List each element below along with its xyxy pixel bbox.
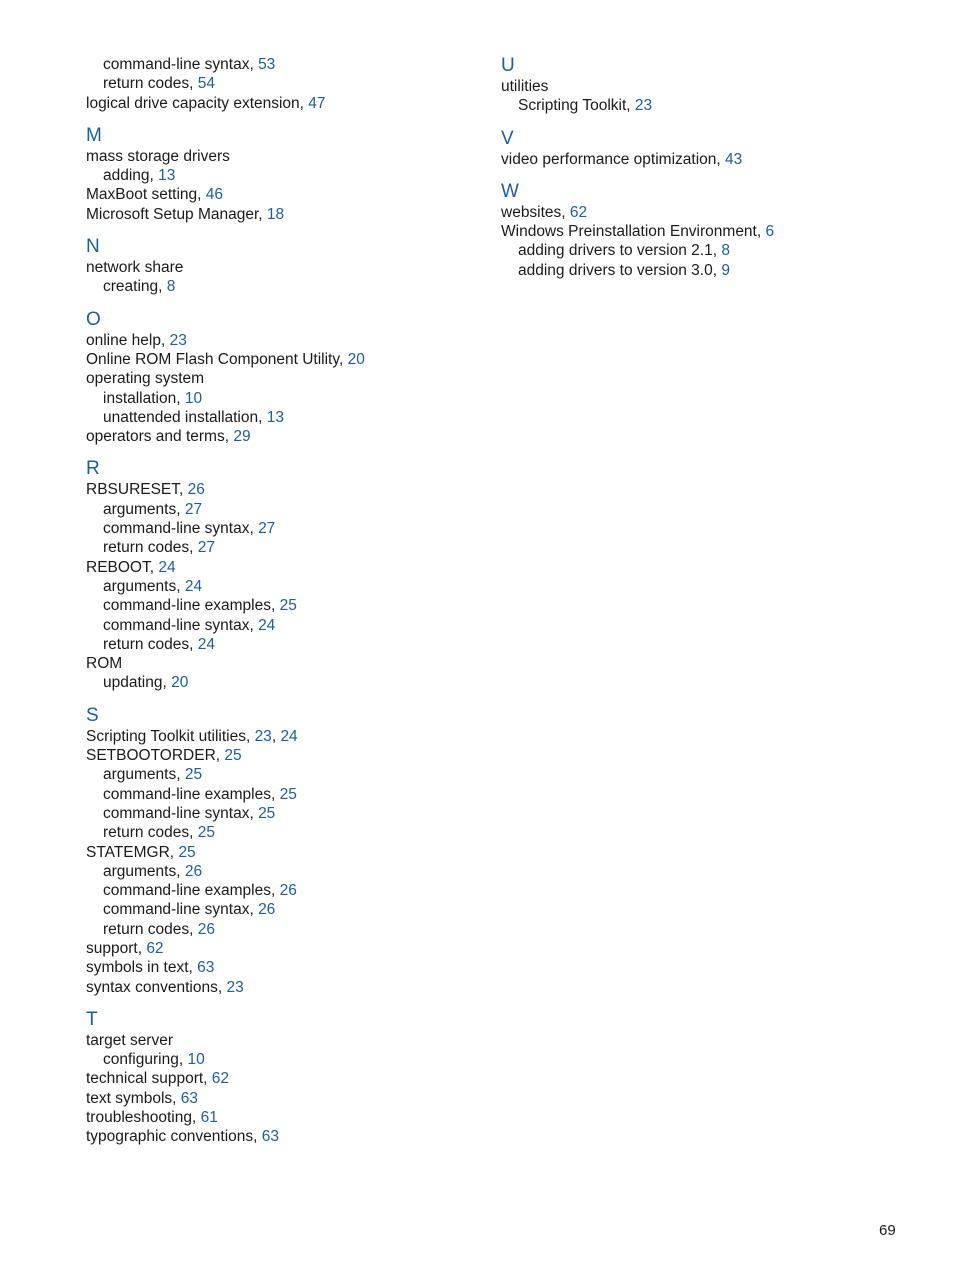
- page-link[interactable]: 63: [180, 1089, 198, 1107]
- index-subentry: [86, 408, 486, 427]
- page-link[interactable]: 62: [569, 203, 588, 221]
- page-link[interactable]: 8: [721, 242, 730, 260]
- index-term: operators and terms,: [86, 428, 234, 446]
- page-link[interactable]: 61: [200, 1109, 218, 1127]
- index-subentry: [86, 577, 486, 596]
- index-entry: [86, 1108, 486, 1127]
- index-entry: [86, 958, 486, 977]
- index-term: command-line examples,: [103, 597, 280, 615]
- index-term: return codes,: [103, 635, 198, 653]
- index-subentry: [86, 635, 486, 654]
- index-term: network share: [86, 259, 184, 277]
- index-subentry: [501, 241, 901, 260]
- index-term: return codes,: [103, 539, 198, 557]
- index-term: online help,: [86, 331, 170, 349]
- index-entry: [86, 427, 486, 446]
- index-term: return codes,: [103, 824, 198, 842]
- index-subentry: [86, 55, 486, 74]
- index-term: MaxBoot setting,: [86, 186, 206, 204]
- index-term: adding,: [103, 167, 159, 185]
- index-subentry: [86, 862, 486, 881]
- page-link[interactable]: 20: [171, 674, 189, 692]
- index-term: SETBOOTORDER,: [86, 747, 225, 765]
- index-term: command-line syntax,: [103, 56, 259, 73]
- page-link[interactable]: 20: [347, 350, 365, 368]
- page-link[interactable]: 26: [197, 920, 216, 938]
- index-section: [86, 458, 486, 692]
- page-link[interactable]: 10: [184, 389, 203, 407]
- index-term: creating,: [103, 278, 167, 296]
- page-link[interactable]: 43: [725, 150, 743, 168]
- page-link[interactable]: 63: [261, 1128, 280, 1146]
- index-subentry: [86, 920, 486, 939]
- index-entry: [86, 1127, 486, 1146]
- index-entry: [86, 1069, 486, 1088]
- page-link[interactable]: 25: [184, 766, 203, 784]
- page-link[interactable]: 25: [279, 785, 297, 803]
- index-term: Scripting Toolkit utilities,: [86, 727, 255, 745]
- index-entry: [501, 203, 901, 222]
- page-link[interactable]: 27: [184, 500, 203, 518]
- index-entry: [86, 480, 486, 499]
- index-term: operating system: [86, 370, 205, 388]
- index-letter-heading: N: [86, 236, 100, 258]
- page-link[interactable]: 25: [178, 843, 196, 861]
- index-subentry: [86, 74, 486, 93]
- index-subentry: [86, 673, 486, 692]
- index-term: logical drive capacity extension,: [86, 94, 309, 112]
- index-subentry: [86, 596, 486, 615]
- page-link[interactable]: 25: [279, 597, 297, 615]
- index-term: STATEMGR,: [86, 843, 179, 861]
- index-entry: [86, 978, 486, 997]
- page-link[interactable]: 23: [169, 331, 187, 349]
- page-link[interactable]: 6: [765, 223, 775, 241]
- page-link[interactable]: 23: [254, 727, 272, 745]
- page-link[interactable]: 18: [266, 205, 285, 223]
- index-entry: [86, 1089, 486, 1108]
- index-subentry: [86, 823, 486, 842]
- page-link[interactable]: 54: [197, 75, 216, 93]
- index-term: arguments,: [103, 500, 185, 518]
- index-term: support,: [86, 939, 147, 957]
- index-term: utilities: [501, 78, 549, 95]
- page-number: 69: [879, 1222, 896, 1239]
- page-link[interactable]: 24: [197, 635, 216, 653]
- index-term: mass storage drivers: [86, 147, 230, 165]
- index-section: [501, 181, 901, 280]
- index-term: configuring,: [103, 1051, 188, 1069]
- index-letter-heading: O: [86, 308, 101, 330]
- page-link[interactable]: 26: [279, 882, 297, 900]
- page-link[interactable]: 46: [205, 186, 224, 204]
- index-term: command-line syntax,: [103, 901, 259, 919]
- index-term: Microsoft Setup Manager,: [86, 205, 267, 223]
- index-entry: [86, 746, 486, 765]
- index-term: command-line syntax,: [103, 804, 259, 822]
- page-link[interactable]: 10: [187, 1051, 205, 1069]
- index-entry: [86, 350, 486, 369]
- index-term: Scripting Toolkit,: [518, 97, 635, 115]
- index-term: return codes,: [103, 920, 198, 938]
- index-term: installation,: [103, 389, 185, 407]
- index-section: [86, 309, 486, 447]
- index-term: target server: [86, 1031, 174, 1049]
- index-letter-heading: R: [86, 458, 100, 480]
- index-subentry: [501, 261, 901, 280]
- index-letter-heading: V: [501, 127, 514, 149]
- index-subentry: [86, 616, 486, 635]
- index-term: adding drivers to version 3.0,: [518, 261, 722, 279]
- index-term: arguments,: [103, 577, 185, 595]
- index-column-right: [501, 55, 901, 292]
- index-letter-heading: M: [86, 124, 102, 146]
- index-term: syntax conventions,: [86, 978, 227, 996]
- page-separator: ,: [271, 727, 281, 745]
- index-subentry: [501, 96, 901, 115]
- index-term: text symbols,: [86, 1089, 181, 1107]
- index-letter-heading: W: [501, 180, 519, 202]
- index-section: [86, 705, 486, 997]
- page-link[interactable]: 13: [158, 167, 176, 185]
- index-letter-heading: U: [501, 55, 515, 76]
- index-entry: [86, 939, 486, 958]
- index-term: command-line syntax,: [103, 520, 259, 538]
- index-term: Windows Preinstallation Environment,: [501, 223, 766, 241]
- page-link[interactable]: 62: [211, 1070, 230, 1088]
- index-subentry: [86, 519, 486, 538]
- page-link[interactable]: 24: [184, 577, 203, 595]
- index-entry: [86, 369, 486, 388]
- index-entry: [86, 331, 486, 350]
- page-link[interactable]: 26: [187, 481, 205, 499]
- page-link[interactable]: 9: [721, 261, 730, 279]
- index-term: return codes,: [103, 75, 198, 93]
- index-subentry: [86, 389, 486, 408]
- index-term: ROM: [86, 655, 123, 673]
- index-term: symbols in text,: [86, 959, 198, 977]
- index-term: typographic conventions,: [86, 1128, 262, 1146]
- page-link[interactable]: 25: [258, 804, 276, 822]
- index-subentry: [86, 765, 486, 784]
- index-term: unattended installation,: [103, 408, 267, 426]
- index-subentry: [86, 538, 486, 557]
- index-term: troubleshooting,: [86, 1109, 201, 1127]
- index-entry: [86, 843, 486, 862]
- index-entry: [86, 185, 486, 204]
- index-subentry: [86, 166, 486, 185]
- page-link[interactable]: 47: [308, 94, 326, 112]
- index-section: [86, 236, 486, 297]
- index-entry: [86, 205, 486, 224]
- page-link[interactable]: 23: [226, 978, 244, 996]
- index-section: [86, 55, 486, 113]
- index-entry: [86, 1031, 486, 1050]
- index-term: command-line examples,: [103, 882, 280, 900]
- index-entry: [501, 222, 901, 241]
- index-entry: [86, 147, 486, 166]
- page-link[interactable]: 24: [158, 558, 176, 576]
- page-link[interactable]: 26: [258, 901, 276, 919]
- page-link[interactable]: 53: [258, 56, 276, 73]
- index-entry: [501, 150, 901, 169]
- index-term: command-line examples,: [103, 785, 280, 803]
- index-entry: [86, 654, 486, 673]
- index-entry: [86, 727, 486, 746]
- index-entry: [501, 77, 901, 96]
- index-term: Online ROM Flash Component Utility,: [86, 350, 348, 368]
- index-section: [501, 128, 901, 169]
- index-subentry: [86, 900, 486, 919]
- index-subentry: [86, 1050, 486, 1069]
- index-term: video performance optimization,: [501, 150, 726, 168]
- index-term: RBSURESET,: [86, 481, 188, 499]
- index-entry: [86, 258, 486, 277]
- index-letter-heading: T: [86, 1008, 98, 1030]
- index-column-left: [86, 55, 486, 1159]
- index-section: [501, 55, 901, 116]
- index-term: arguments,: [103, 766, 185, 784]
- page-link[interactable]: 26: [184, 862, 203, 880]
- index-term: adding drivers to version 2.1,: [518, 242, 722, 260]
- index-entry: [86, 94, 486, 113]
- page-link[interactable]: 8: [166, 278, 176, 296]
- page-link[interactable]: 23: [634, 97, 653, 115]
- page-link[interactable]: 62: [146, 939, 164, 957]
- index-term: command-line syntax,: [103, 616, 259, 634]
- index-subentry: [86, 277, 486, 296]
- index-term: REBOOT,: [86, 558, 159, 576]
- index-term: updating,: [103, 674, 172, 692]
- index-section: [86, 1009, 486, 1147]
- index-subentry: [86, 500, 486, 519]
- page-link[interactable]: 63: [197, 959, 215, 977]
- index-term: technical support,: [86, 1070, 212, 1088]
- page-link[interactable]: 25: [197, 824, 216, 842]
- index-letter-heading: S: [86, 704, 99, 726]
- page-link[interactable]: 29: [233, 428, 251, 446]
- page-link[interactable]: 13: [266, 408, 284, 426]
- index-entry: [86, 558, 486, 577]
- index-subentry: [86, 804, 486, 823]
- index-subentry: [86, 785, 486, 804]
- index-section: [86, 125, 486, 224]
- index-term: websites,: [501, 203, 570, 221]
- page-link[interactable]: 24: [280, 727, 298, 745]
- page-link[interactable]: 24: [258, 616, 276, 634]
- page-link[interactable]: 27: [197, 539, 216, 557]
- index-subentry: [86, 881, 486, 900]
- page-link[interactable]: 25: [224, 747, 242, 765]
- index-term: arguments,: [103, 862, 185, 880]
- page-link[interactable]: 27: [258, 520, 276, 538]
